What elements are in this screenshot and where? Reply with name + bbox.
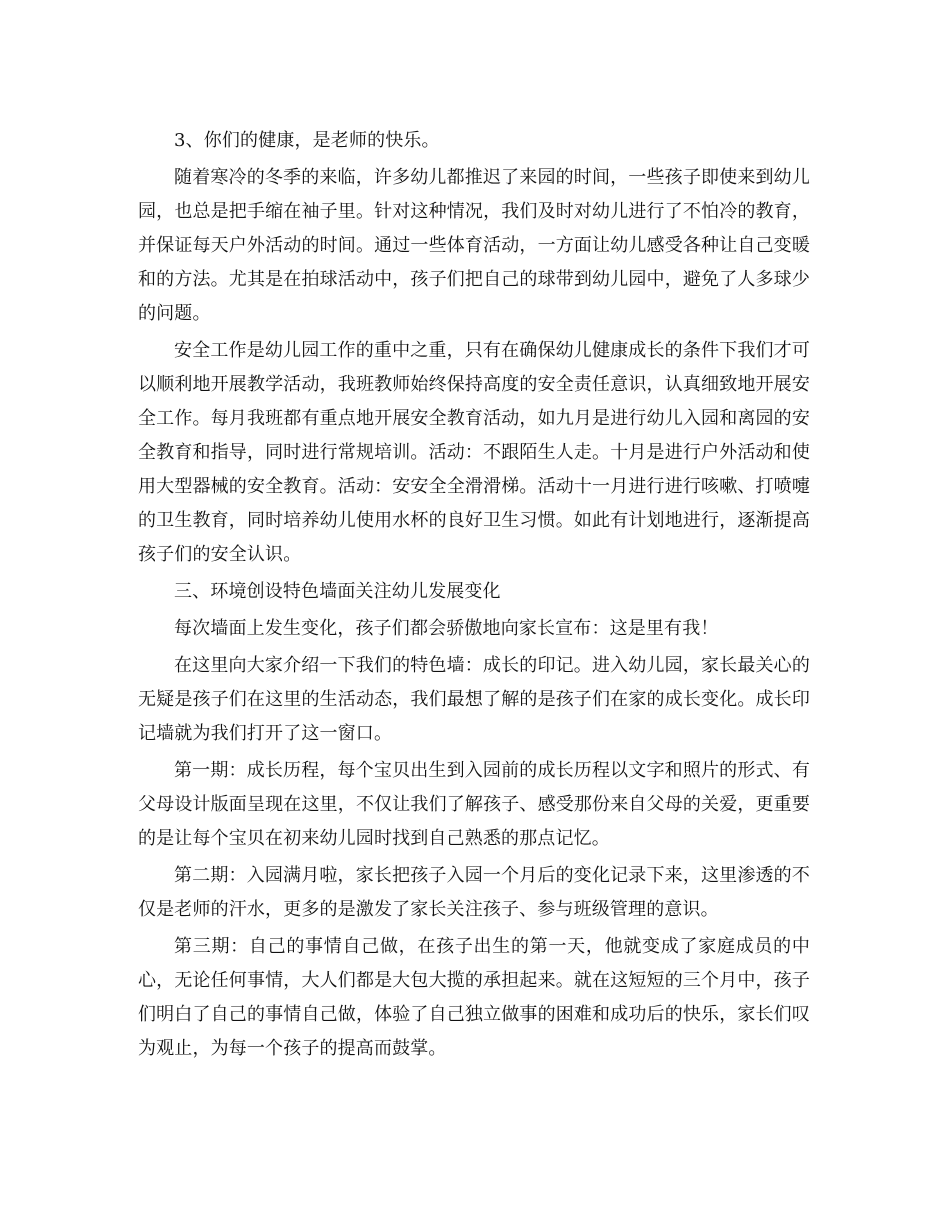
paragraph-phase-three: 第三期：自己的事情自己做，在孩子出生的第一天，他就变成了家庭成员的中心，无论任何事情，大人们都是大包大揽的承担起来。就在这短短的三个月中，孩子们明白了自己的事情自己做，体验了自己独立做事的困难和成功后的快乐，家长们叹为观止，为每一个孩子的提高而鼓掌。 [138, 936, 810, 1059]
paragraph-phase-one: 第一期：成长历程，每个宝贝出生到入园前的成长历程以文字和照片的形式、有父母设计版面呈现在这里，不仅让我们了解孩子、感受那份来自父母的关爱，更重要的是让每个宝贝在初来幼儿园时找到自己熟悉的那点记忆。 [138, 760, 810, 849]
paragraph-growth-wall-intro: 在这里向大家介绍一下我们的特色墙：成长的印记。进入幼儿园，家长最关心的无疑是孩子们在这里的生活动态，我们最想了解的是孩子们在家的成长变化。成长印记墙就为我们打开了这一窗口。 [138, 655, 810, 744]
paragraph-health-heading: 3、你们的健康，是老师的快乐。 [174, 130, 440, 151]
section-heading-environment: 三、环境创设特色墙面关注幼儿发展变化 [174, 581, 501, 602]
paragraph-safety-work: 安全工作是幼儿园工作的重中之重，只有在确保幼儿健康成长的条件下我们才可以顺利地开展教学活动，我班教师始终保持高度的安全责任意识，认真细致地开展安全工作。每月我班都有重点地开展安全教育活动，如九月是进行幼儿入园和离园的安全教育和指导，同时进行常规培训。活动：不跟陌生人走。十月是进行户外活动和使用大型器械的安全教育。活动：安安全全滑滑梯。活动十一月进行进行咳嗽、打喷嚏的卫生教育，同时培养幼儿使用水杯的良好卫生习惯。如此有计划地进行，逐渐提高孩子们的安全认识。 [138, 340, 810, 565]
paragraph-wall-changes: 每次墙面上发生变化，孩子们都会骄傲地向家长宣布：这是里有我！ [174, 618, 719, 639]
paragraph-winter-activities: 随着寒冷的冬季的来临，许多幼儿都推迟了来园的时间，一些孩子即使来到幼儿园，也总是把手缩在袖子里。针对这种情况，我们及时对幼儿进行了不怕冷的教育，并保证每天户外活动的时间。通过一些体育活动，一方面让幼儿感受各种让自己变暖和的方法。尤其是在拍球活动中，孩子们把自己的球带到幼儿园中，避免了人多球少的问题。 [138, 167, 810, 324]
document-page [138, 124, 810, 1069]
paragraph-phase-two: 第二期：入园满月啦，家长把孩子入园一个月后的变化记录下来，这里渗透的不仅是老师的汗水，更多的是激发了家长关注孩子、参与班级管理的意识。 [138, 865, 810, 920]
